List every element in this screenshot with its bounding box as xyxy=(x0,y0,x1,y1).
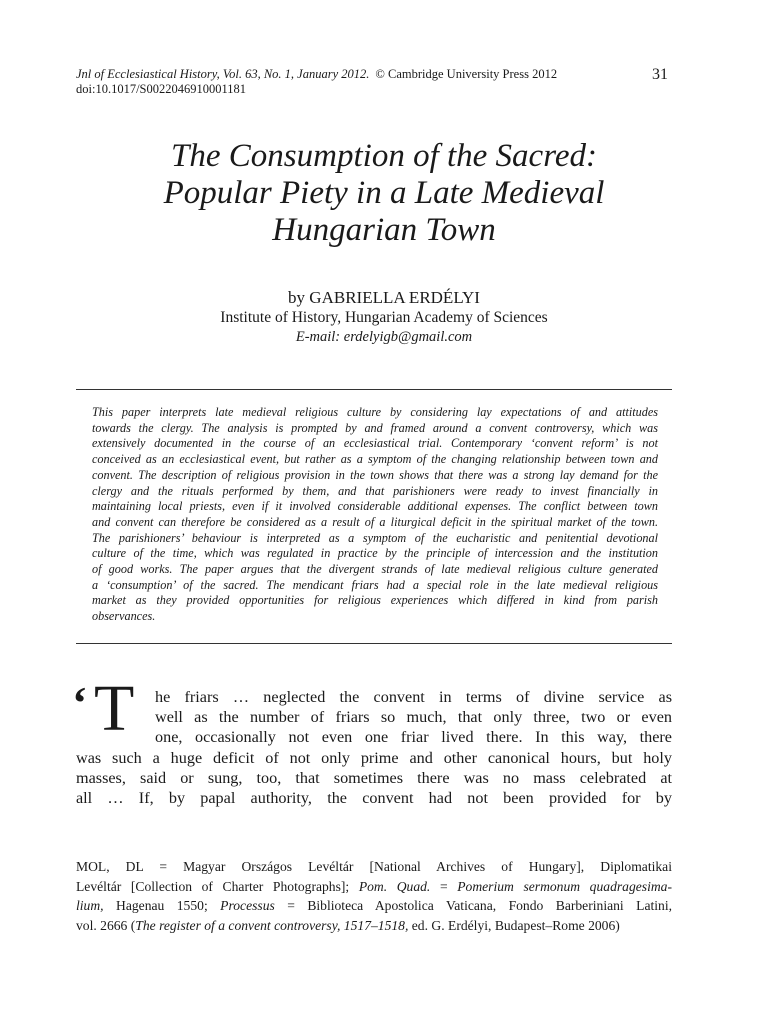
abstract-line: convent. The description of religious provision in the town shows that there was a strong lay demand for the xyxy=(92,467,658,482)
abstract-top-rule xyxy=(76,389,672,390)
abstract-line: conceived as an ecclesiastical event, but rather as a symptom of the changing relationship between town and xyxy=(92,452,658,467)
abstract-line: maintaining local priests, even if it involved considerable additional expenses. The conflict between town xyxy=(92,499,658,514)
copyright-notice: © Cambridge University Press 2012 xyxy=(375,67,558,81)
abstract-bottom-rule xyxy=(76,643,672,644)
body-line: was such a huge deficit of not only prime and other canonical hours, but holy xyxy=(76,748,672,767)
footnote-text: Hagenau 1550; xyxy=(103,898,221,913)
author-affiliation: Institute of History, Hungarian Academy of Sciences xyxy=(220,309,548,326)
author-byline: by GABRIELLA ERDÉLYI xyxy=(288,288,480,307)
abstract xyxy=(92,405,658,625)
footnote-line xyxy=(76,877,672,897)
footnote-text: ed. G. Erdélyi, Budapest–Rome 2006) xyxy=(408,917,620,933)
abstract-line: The parishioners’ behaviour is interpreted as a symptom of the eucharistic and penitential devotional xyxy=(92,530,658,545)
abstract-line: clergy and the rituals performed by them, and that parishioners were ready to invest financially in xyxy=(92,483,658,498)
footnote-text: Levéltár [Collection of Charter Photographs]; xyxy=(76,878,350,894)
abstract-line: a ‘consumption’ of the sacred. The mendicant friars had a special role in the late medieval religious xyxy=(92,577,658,592)
title-line: Hungarian Town xyxy=(272,212,496,248)
body-line: all … If, by papal authority, the convent had not been provided for by xyxy=(76,789,672,808)
footnote-line xyxy=(76,916,672,936)
footnote-line xyxy=(76,896,672,916)
running-head xyxy=(76,66,557,83)
title-line: The Consumption of the Sacred: xyxy=(171,138,597,174)
body-line: well as the number of friars so much, that only three, two or even xyxy=(155,708,672,727)
journal-citation: Jnl of Ecclesiastical History, Vol. 63, No. 1, January 2012. xyxy=(76,67,370,81)
author-email: E-mail: erdelyigb@gmail.com xyxy=(295,329,473,345)
abstract-line: of good works. The paper argues that the divergent strands of late medieval religious culture generated xyxy=(92,562,658,577)
doi: doi:10.1017/S0022046910001181 xyxy=(76,82,247,96)
body-line: he friars … neglected the convent in terms of divine service as xyxy=(155,688,672,706)
footnote-line: MOL, DL = Magyar Országos Levéltár [National Archives of Hungary], Diplomatikai xyxy=(76,859,672,874)
footnote-italic: Pomerium sermonum quadragesima- xyxy=(457,878,672,894)
abstract-line: market as they provided opportunities for religious experiences which differed in kind from parish xyxy=(92,593,658,608)
body-line: one, occasionally not even one friar lived there. In this way, there xyxy=(155,728,672,747)
footnote-abbrev: Pom. Quad. xyxy=(358,878,431,894)
footnote-italic: The register of a convent controversy, 1517–1518, xyxy=(135,917,409,933)
article-title xyxy=(96,138,672,249)
body-line: masses, said or sung, too, that sometimes there was no mass celebrated at xyxy=(76,768,672,787)
footnote xyxy=(76,857,672,935)
footnote-italic: lium, xyxy=(76,898,104,913)
abstract-line: towards the clergy. The analysis is prompted by and framed around a convent controversy, which was xyxy=(92,420,658,435)
abstract-line: culture of the time, which was regulated in practice by the principle of intercession and the institution xyxy=(92,546,658,561)
page-number: 31 xyxy=(652,66,668,83)
body-text xyxy=(76,687,672,808)
abstract-line: and convent can therefore be considered as a result of a liturgical deficit in the spiritual market of the town. xyxy=(92,514,658,529)
drop-cap: T xyxy=(94,672,135,745)
footnote-text: vol. 2666 ( xyxy=(76,917,136,933)
abstract-line: observances. xyxy=(92,609,156,624)
abstract-line: extensively documented in the course of an ecclesiastical trial. Contemporary ‘convent reform’ is not xyxy=(92,436,658,451)
opening-quote-mark: ‘ xyxy=(72,677,88,728)
abstract-line: This paper interprets late medieval religious culture by considering lay expectations of and attitudes xyxy=(92,405,658,419)
footnote-text: = Biblioteca Apostolica Vaticana, Fondo Barberiniani Latini, xyxy=(274,898,673,913)
footnote-text: = xyxy=(430,878,458,894)
footnote-abbrev: Processus xyxy=(220,898,275,913)
title-line: Popular Piety in a Late Medieval xyxy=(163,175,605,211)
